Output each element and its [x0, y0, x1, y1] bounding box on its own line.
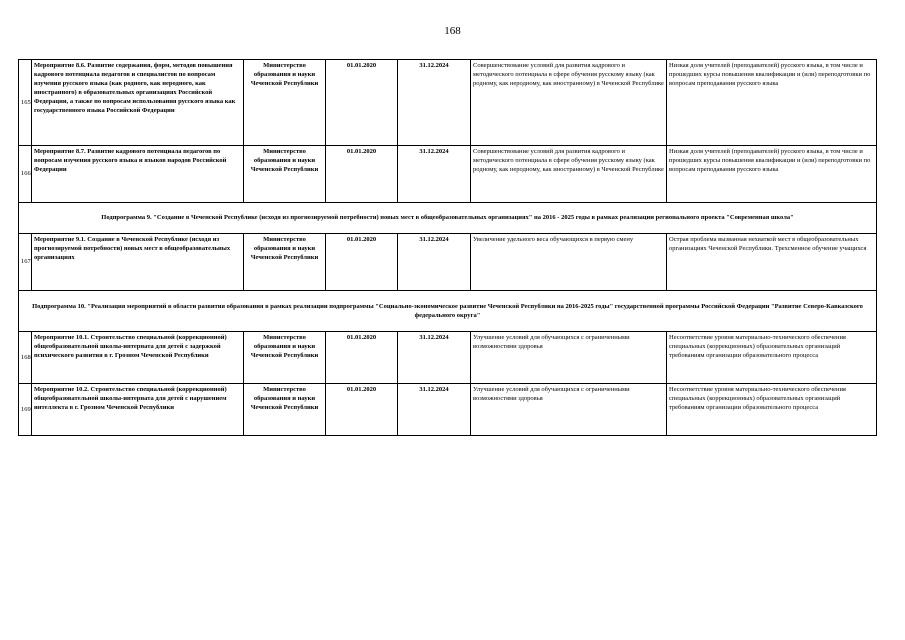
- expected-result-cell: Увеличение удельного веса обучающихся в первую смену: [471, 234, 667, 291]
- start-date-cell: 01.01.2020: [326, 384, 398, 436]
- table-row: [19, 60, 877, 146]
- subprogram-9-title: Подпрограмма 9. "Создание в Чеченской Республике (исходя из прогнозируемой потребности) новых мест в общеобразовательных организациях" на 2016 - 2025 годы в рамках реализации регионального проекта "Современная школа": [19, 203, 877, 234]
- expected-result-cell: Совершенствование условий для развития кадрового и методического потенциала в сфере обучения русскому языку (как родному, как неродному, как иностранному) в Чеченской Республике: [471, 146, 667, 203]
- row-number: 166: [19, 146, 32, 203]
- expected-result-cell: Совершенствование условий для развития кадрового и методического потенциала в сфере обучения русскому языку (как родному, как неродному, как иностранному) в Чеченской Республике: [471, 60, 667, 146]
- start-date-cell: 01.01.2020: [326, 146, 398, 203]
- problem-cell: Низкая доля учителей (преподавателей) русского языка, в том числе и прошедших курсы повышения квалификации и (или) переподготовки по вопросам преподавания русского языка: [667, 60, 877, 146]
- end-date-cell: 31.12.2024: [398, 234, 471, 291]
- row-number: 167: [19, 234, 32, 291]
- end-date-cell: 31.12.2024: [398, 384, 471, 436]
- executor-cell: Министерство образования и науки Чеченской Республики: [244, 332, 326, 384]
- end-date-cell: 31.12.2024: [398, 146, 471, 203]
- executor-cell: Министерство образования и науки Чеченской Республики: [244, 146, 326, 203]
- measure-cell: Мероприятие 9.1. Создание в Чеченской Республике (исходя из прогнозируемой потребности) новых мест в общеобразовательных организациях: [32, 234, 244, 291]
- measure-cell: Мероприятие 8.6. Развитие содержания, форм, методов повышения кадрового потенциала педагогов и специалистов по вопросам изучения русского языка (как родного, как неродного, как иностранного) в образовательных организациях Российской Федерации, а также по вопросам использования русского языка как государственного языка Российской Федерации: [32, 60, 244, 146]
- problem-cell: Несоответствие уровня материально-технического обеспечения специальных (коррекционных) образовательных организаций требованиям организации образовательного процесса: [667, 384, 877, 436]
- executor-cell: Министерство образования и науки Чеченской Республики: [244, 384, 326, 436]
- measure-cell: Мероприятие 8.7. Развитие кадрового потенциала педагогов по вопросам изучения русского языка и языков народов Российской Федерации: [32, 146, 244, 203]
- table-row: [19, 384, 877, 436]
- program-activities-table: [18, 59, 877, 436]
- start-date-cell: 01.01.2020: [326, 60, 398, 146]
- problem-cell: Несоответствие уровня материально-технического обеспечения специальных (коррекционных) образовательных организаций требованиям организации образовательного процесса: [667, 332, 877, 384]
- table-row: [19, 146, 877, 203]
- subprogram-header-row: [19, 291, 877, 332]
- expected-result-cell: Улучшение условий для обучающихся с ограниченными возможностями здоровья: [471, 384, 667, 436]
- expected-result-cell: Улучшение условий для обучающихся с ограниченными возможностями здоровья: [471, 332, 667, 384]
- problem-cell: Острая проблема вызванная нехваткой мест в общеобразовательных организациях Чеченской Республики. Трехсменное обучение учащихся: [667, 234, 877, 291]
- subprogram-10-title: Подпрограмма 10. "Реализация мероприятий в области развития образования в рамках реализации подпрограммы "Социально-экономическое развитие Чеченской Республики на 2016-2025 годы" государственной программы Российской Федерации "Развитие Северо-Кавказского федерального округа": [19, 291, 877, 332]
- start-date-cell: 01.01.2020: [326, 332, 398, 384]
- row-number: 165: [19, 60, 32, 146]
- row-number: 168: [19, 332, 32, 384]
- page-number: 168: [444, 25, 461, 37]
- table-row: [19, 332, 877, 384]
- measure-cell: Мероприятие 10.2. Строительство специальной (коррекционной) общеобразовательной школы-интерната для детей с нарушением интеллекта в г. Грозном Чеченской Республики: [32, 384, 244, 436]
- measure-cell: Мероприятие 10.1. Строительство специальной (коррекционной) общеобразовательной школы-интерната для детей с задержкой психического развития в г. Грозном Чеченской Республики: [32, 332, 244, 384]
- start-date-cell: 01.01.2020: [326, 234, 398, 291]
- end-date-cell: 31.12.2024: [398, 60, 471, 146]
- table-row: [19, 234, 877, 291]
- executor-cell: Министерство образования и науки Чеченской Республики: [244, 234, 326, 291]
- executor-cell: Министерство образования и науки Чеченской Республики: [244, 60, 326, 146]
- problem-cell: Низкая доля учителей (преподавателей) русского языка, в том числе и прошедших курсы повышения квалификации и (или) переподготовки по вопросам преподавания русского языка: [667, 146, 877, 203]
- end-date-cell: 31.12.2024: [398, 332, 471, 384]
- row-number: 169: [19, 384, 32, 436]
- subprogram-header-row: [19, 203, 877, 234]
